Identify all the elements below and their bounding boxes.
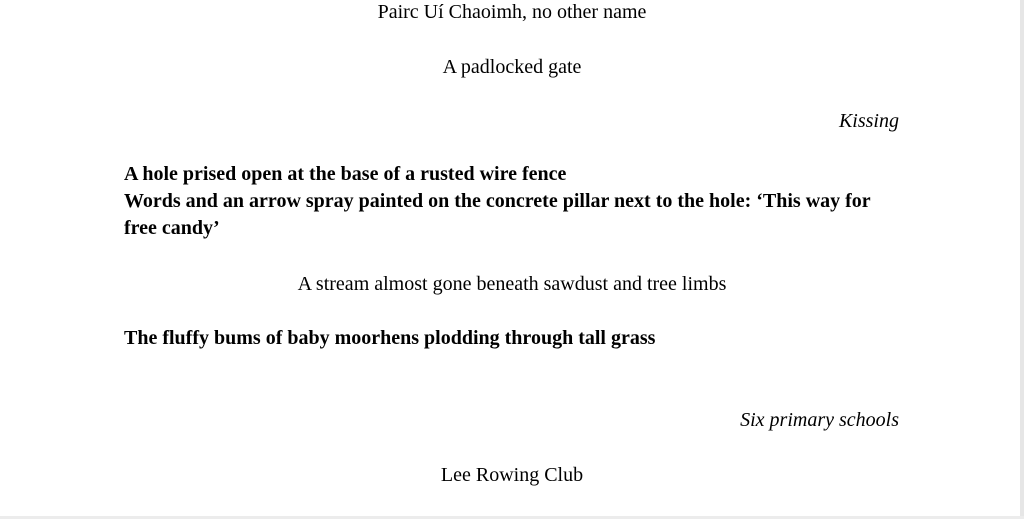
line-schools: Six primary schools: [740, 409, 899, 431]
line-kissing: Kissing: [838, 110, 899, 132]
line-padlocked-gate: A padlocked gate: [442, 56, 582, 78]
line-moorhens: The fluffy bums of baby moorhens plodding through tall grass: [124, 327, 656, 349]
line-pairc: Pairc Uí Chaoimh, no other name: [377, 1, 647, 23]
line-hole: A hole prised open at the base of a rusted wire fence: [124, 163, 567, 185]
scrollbar-track[interactable]: [1020, 0, 1024, 519]
line-words: Words and an arrow spray painted on the concrete pillar next to the hole: ‘This way for free candy’: [124, 190, 871, 239]
line-rowing-club: Lee Rowing Club: [440, 464, 584, 486]
line-stream: A stream almost gone beneath sawdust and tree limbs: [297, 273, 727, 295]
bold-paragraph-fence: [124, 161, 904, 242]
